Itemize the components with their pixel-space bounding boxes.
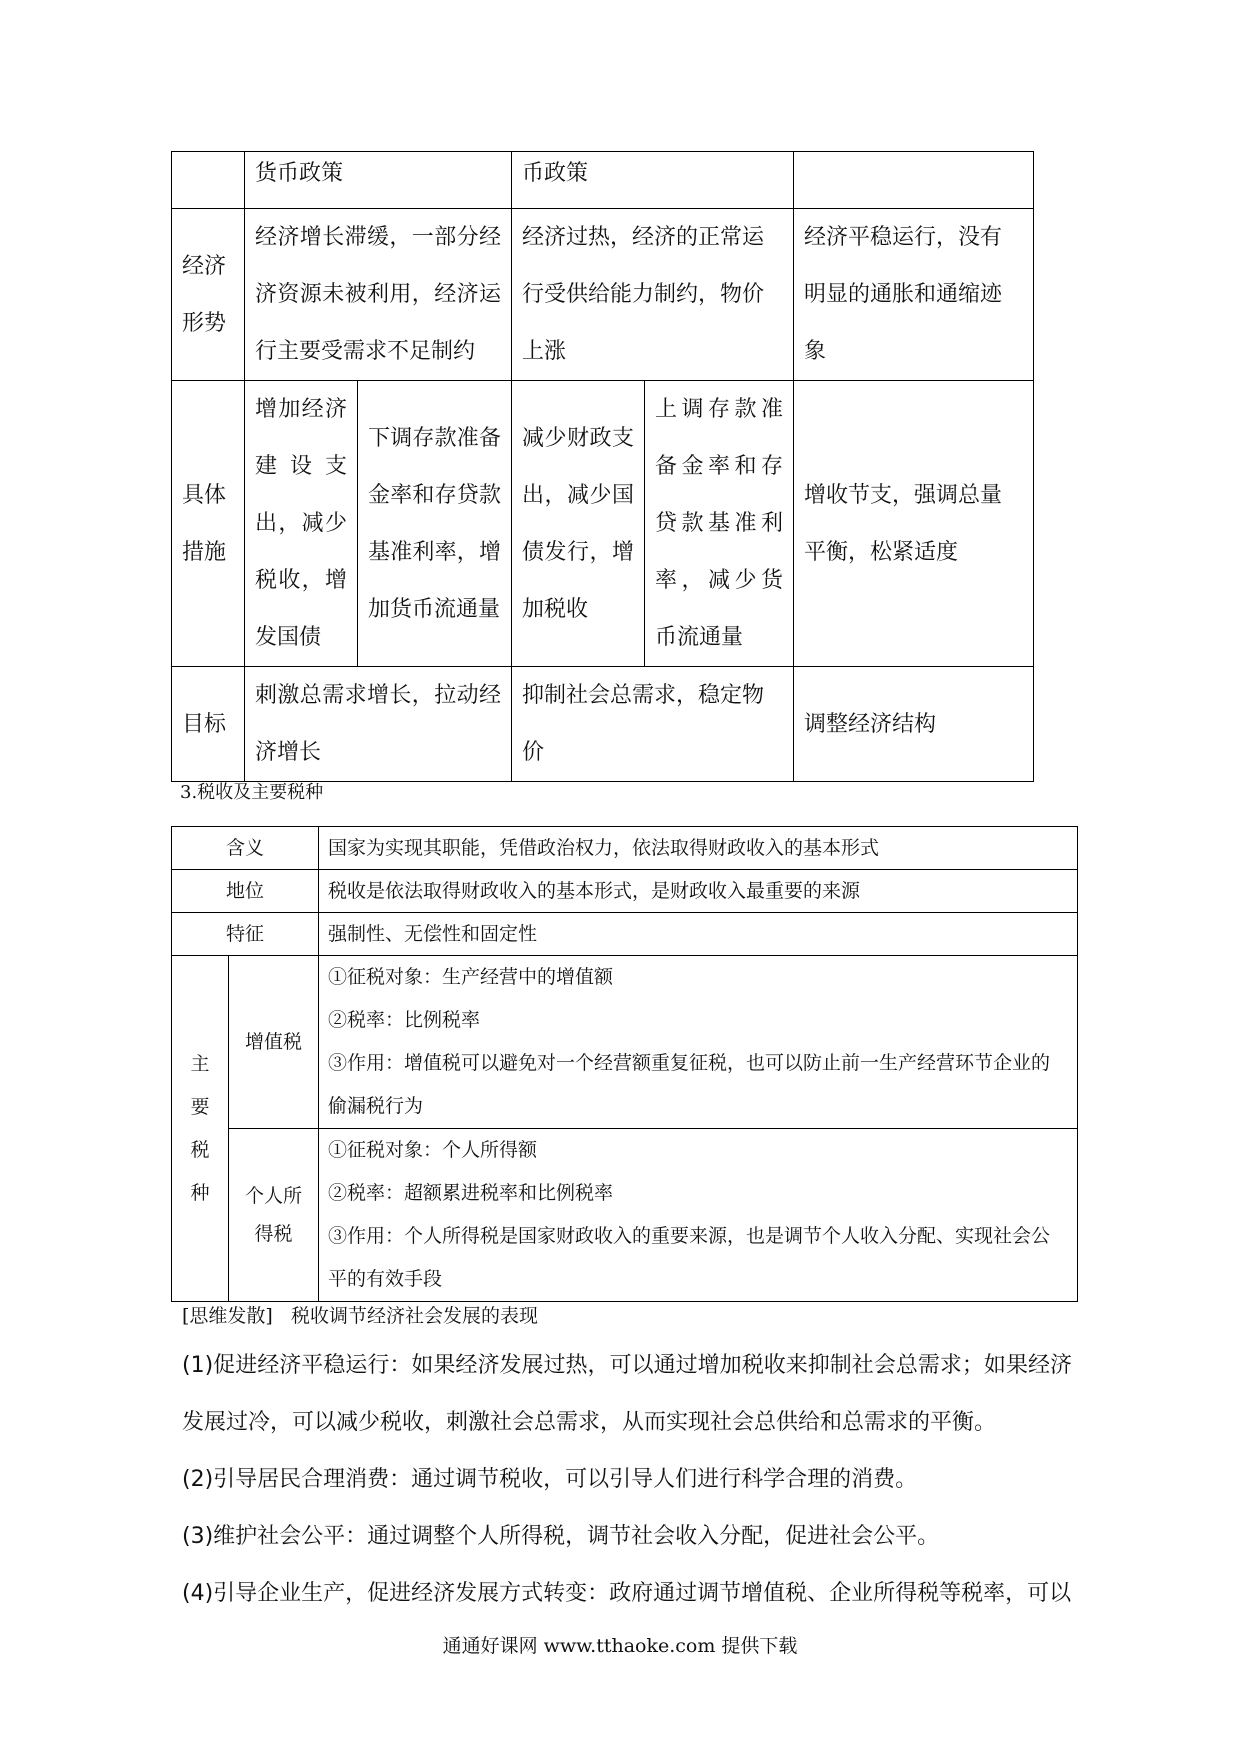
tax-table — [171, 826, 1078, 1302]
policy-comparison-table — [171, 151, 1034, 782]
income-line-rate: ②税率：超额累进税率和比例税率 — [328, 1182, 614, 1204]
income-tax-label — [229, 1129, 319, 1302]
header-monetary-policy: 货币政策 — [245, 152, 512, 209]
tax-row-meaning — [172, 827, 1078, 870]
divergent-tag: [思维发散] — [182, 1305, 273, 1327]
tax-status-content: 税收是依法取得财政收入的基本形式，是财政收入最重要的来源 — [319, 870, 1078, 913]
situation-neutral: 经济平稳运行，没有明显的通胀和通缩迹象 — [794, 209, 1034, 381]
tax-meaning-content: 国家为实现其职能，凭借政治权力，依法取得财政收入的基本形式 — [319, 827, 1078, 870]
divergent-item-2: (2)引导居民合理消费：通过调节税收，可以引导人们进行科学合理的消费。 — [182, 1467, 918, 1492]
divergent-items — [182, 1337, 1072, 1622]
vat-line-object: ①征税对象：生产经营中的增值额 — [328, 966, 614, 988]
situation-contractionary: 经济过热，经济的正常运行受供给能力制约，物价上涨 — [512, 209, 794, 381]
measures-row — [172, 381, 1034, 667]
tax-row-income — [172, 1129, 1078, 1302]
situation-expansionary: 经济增长滞缓，一部分经济资源未被利用，经济运行主要受需求不足制约 — [245, 209, 512, 381]
main-tax-types-text: 主要税种 — [190, 1052, 210, 1204]
divergent-title: 税收调节经济社会发展的表现 — [290, 1305, 538, 1327]
situation-label: 经济形势 — [172, 209, 245, 381]
measures-contractionary-monetary: 上调存款准备金率和存贷款基准利率，减少货币流通量 — [645, 381, 794, 667]
situation-row — [172, 209, 1034, 381]
goal-contractionary: 抑制社会总需求，稳定物价 — [512, 667, 794, 782]
tax-row-vat — [172, 956, 1078, 1129]
income-tax-label-text: 个人所得税 — [245, 1185, 303, 1245]
measures-expansionary-monetary: 下调存款准备金率和存贷款基准利率，增加货币流通量 — [358, 381, 512, 667]
vat-label: 增值税 — [229, 956, 319, 1129]
goal-row — [172, 667, 1034, 782]
header-neutral — [794, 152, 1034, 209]
page-footer: 通通好课网 www.tthaoke.com 提供下载 — [442, 1635, 798, 1657]
measures-contractionary-fiscal: 减少财政支出，减少国债发行，增加税收 — [512, 381, 645, 667]
vat-line-rate: ②税率：比例税率 — [328, 1009, 481, 1031]
tax-features-label: 特征 — [172, 913, 319, 956]
goal-label: 目标 — [172, 667, 245, 782]
income-line-effect: ③作用：个人所得税是国家财政收入的重要来源，也是调节个人收入分配、实现社会公平的有效手段 — [328, 1225, 1051, 1290]
vat-content — [319, 956, 1078, 1129]
divergent-thinking-heading — [182, 1302, 538, 1330]
policy-header-row — [172, 152, 1034, 209]
measures-label: 具体措施 — [172, 381, 245, 667]
goal-neutral: 调整经济结构 — [794, 667, 1034, 782]
divergent-item-1: (1)促进经济平稳运行：如果经济发展过热，可以通过增加税收来抑制社会总需求；如果经济发展过冷，可以减少税收，刺激社会总需求，从而实现社会总供给和总需求的平衡。 — [182, 1353, 1072, 1435]
divergent-item-3: (3)维护社会公平：通过调整个人所得税，调节社会收入分配，促进社会公平。 — [182, 1524, 940, 1549]
vat-line-effect: ③作用：增值税可以避免对一个经营额重复征税，也可以防止前一生产经营环节企业的偷漏税行为 — [328, 1052, 1051, 1117]
tax-meaning-label: 含义 — [172, 827, 319, 870]
income-tax-content — [319, 1129, 1078, 1302]
header-fiscal-policy: 币政策 — [512, 152, 794, 209]
section-title: 3.税收及主要税种 — [180, 782, 324, 803]
tax-row-status — [172, 870, 1078, 913]
measures-neutral: 增收节支，强调总量平衡，松紧适度 — [794, 381, 1034, 667]
income-line-object: ①征税对象：个人所得额 — [328, 1139, 538, 1161]
tax-row-features — [172, 913, 1078, 956]
divergent-item-4: (4)引导企业生产，促进经济发展方式转变：政府通过调节增值税、企业所得税等税率，可以 — [182, 1581, 1072, 1606]
measures-expansionary-fiscal: 增加经济建设支出，减少税收，增发国债 — [245, 381, 358, 667]
tax-features-content: 强制性、无偿性和固定性 — [319, 913, 1078, 956]
header-corner-cell — [172, 152, 245, 209]
tax-status-label: 地位 — [172, 870, 319, 913]
main-tax-types-label — [172, 956, 229, 1302]
goal-expansionary: 刺激总需求增长，拉动经济增长 — [245, 667, 512, 782]
